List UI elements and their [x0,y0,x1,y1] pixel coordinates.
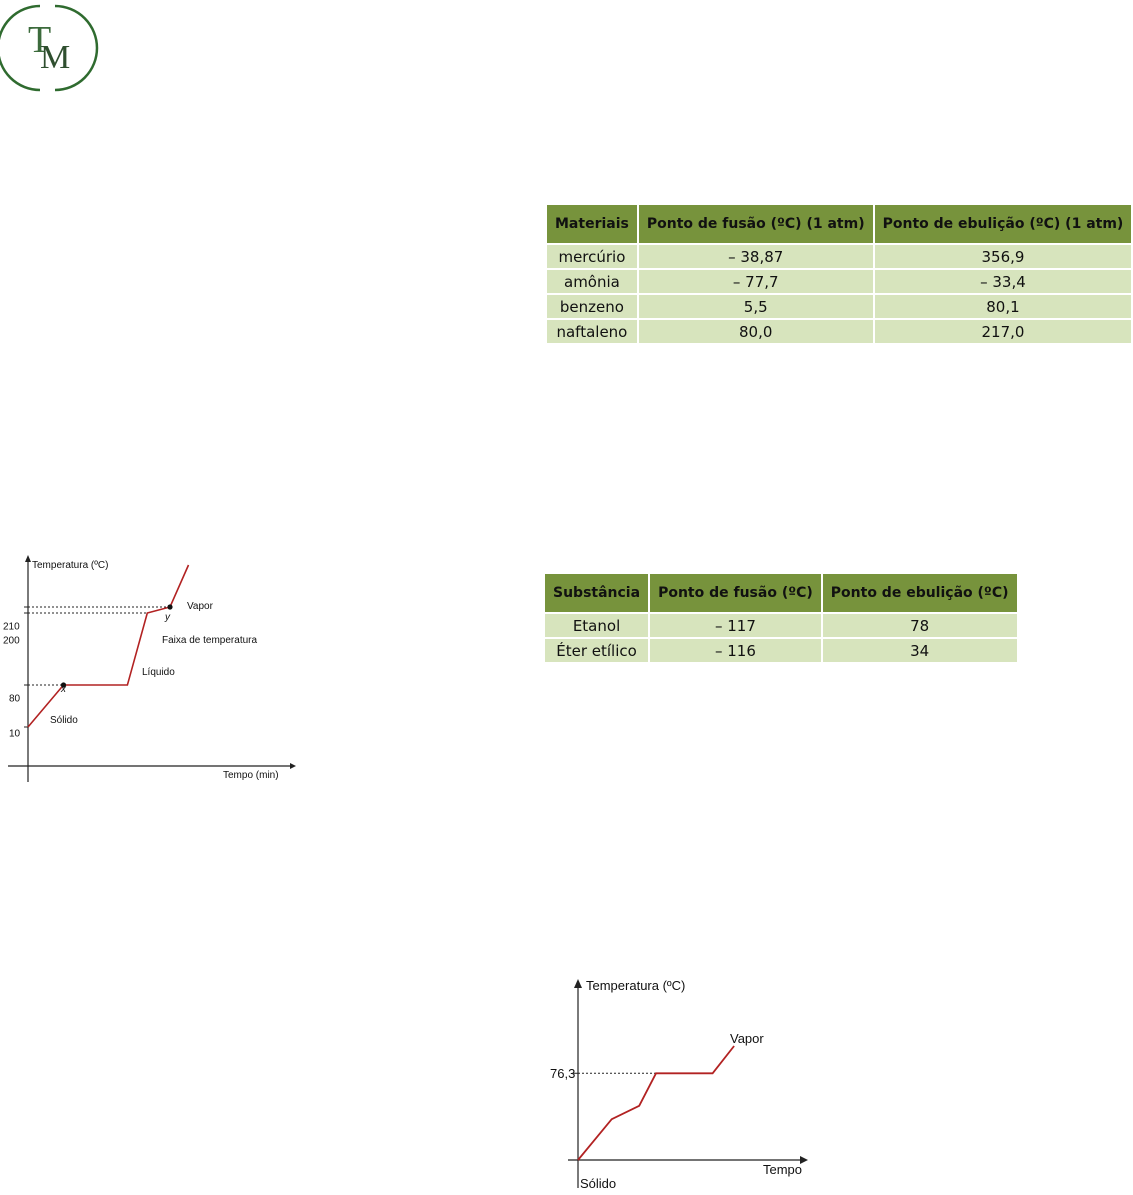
annotation-vapor: Vapor [187,601,213,612]
table-row [545,639,1017,662]
table-cell: benzeno [547,295,637,318]
table-header-row [547,205,1131,243]
header-cell: Ponto de fusão (ºC) (1 atm) [639,205,873,243]
logo-letter-t: T [28,19,52,61]
table-cell: Etanol [545,614,648,637]
table-cell: mercúrio [547,245,637,268]
table-row [547,245,1131,268]
table-cell: 78 [823,614,1017,637]
y-axis-label: Temperatura (ºC) [586,978,686,993]
annotation-liquido: Líquido [142,667,175,678]
y-axis-arrow [574,979,582,988]
table-cell: – 77,7 [639,270,873,293]
x-axis-arrow [290,763,296,769]
table-cell: 80,0 [639,320,873,343]
table-header-row [545,574,1017,612]
header-cell: Materiais [547,205,637,243]
heating-curve-line [28,565,189,727]
table-cell: – 116 [650,639,821,662]
header-cell: Ponto de ebulição (ºC) [823,574,1017,612]
header-cell: Substância [545,574,648,612]
annotation-solido: Sólido [50,715,78,726]
header-cell: Ponto de fusão (ºC) [650,574,821,612]
point-marker-y [167,604,172,609]
y-tick-label: 80 [9,693,21,705]
table-cell: naftaleno [547,320,637,343]
table-row [547,270,1131,293]
header-cell: Ponto de ebulição (ºC) (1 atm) [875,205,1132,243]
tm-logo [0,0,95,95]
table-row [547,320,1131,343]
substances-table [543,572,1019,664]
table-cell: amônia [547,270,637,293]
heating-curve-line [578,1046,734,1160]
annotation-faixa: Faixa de temperatura [162,635,258,646]
table-cell: – 33,4 [875,270,1132,293]
y-axis-arrow [25,555,31,562]
y-tick-label: 200 [3,635,20,647]
y-axis-label: Temperatura (ºC) [32,560,109,571]
point-x-label: x [61,684,66,695]
table-row [547,295,1131,318]
x-axis-label: Tempo [763,1162,803,1177]
y-tick-label: 210 [3,621,20,633]
heating-curve-chart-2 [550,970,810,1192]
table-cell: – 117 [650,614,821,637]
table-cell: 34 [823,639,1017,662]
table-cell: 80,1 [875,295,1132,318]
table-row [545,614,1017,637]
y-tick-label: 10 [9,728,21,740]
table-cell: Éter etílico [545,639,648,662]
x-axis-label: Tempo (min) [223,770,279,781]
heating-curve-chart-1 [0,550,300,790]
materials-table [545,203,1133,345]
table-cell: 5,5 [639,295,873,318]
table-cell: 356,9 [875,245,1132,268]
annotation-vapor: Vapor [730,1031,764,1046]
table-cell: – 38,87 [639,245,873,268]
y-tick-label: 76,3 [550,1066,576,1081]
point-y-label: y [165,612,170,623]
logo-letter-m: M [40,39,71,76]
table-cell: 217,0 [875,320,1132,343]
annotation-solido: Sólido [580,1176,617,1191]
